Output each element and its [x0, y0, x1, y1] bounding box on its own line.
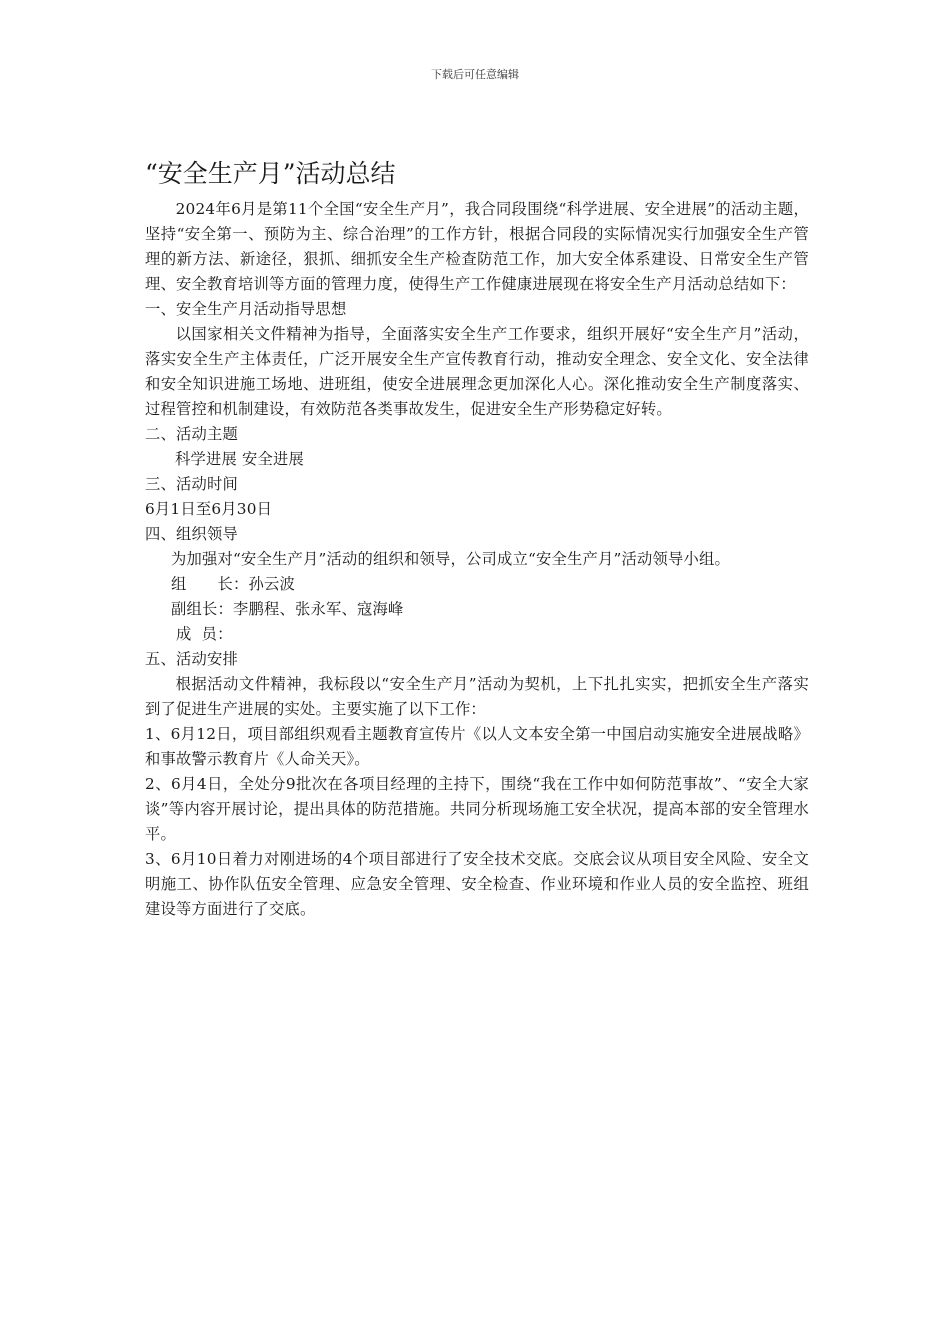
- section-2-heading: 二、活动主题: [145, 425, 238, 443]
- section-5-body: 根据活动文件精神，我标段以“安全生产月”活动为契机，上下扎扎实实，把抓安全生产落实到了促进生产进展的实处。主要实施了以下工作：: [145, 675, 809, 718]
- section-3-body: 6月1日至6月30日: [145, 500, 273, 518]
- section-4-heading: 四、组织领导: [145, 525, 238, 543]
- header-note: 下载后可任意编辑: [431, 68, 519, 81]
- section-5-heading: 五、活动安排: [145, 650, 238, 668]
- activity-item-2: 2、6月4日，全处分9批次在各项目经理的主持下，围绕“我在工作中如何防范事故”、“安全大家谈”等内容开展讨论，提出具体的防范措施。共同分析现场施工安全状况，提高本部的安全管理水平。: [145, 775, 809, 843]
- activity-item-3: 3、6月10日着力对刚进场的4个项目部进行了安全技术交底。交底会议从项目安全风险、安全文明施工、协作队伍安全管理、应急安全管理、安全检查、作业环境和作业人员的安全监控、班组建设等方面进行了交底。: [145, 850, 809, 918]
- document-body: [145, 197, 809, 922]
- section-3-heading: 三、活动时间: [145, 475, 238, 493]
- document-title: “安全生产月”活动总结: [145, 159, 396, 188]
- deputy-leaders: 副组长：李鹏程、张永军、寇海峰: [171, 600, 404, 618]
- team-members: 成 员：: [171, 625, 233, 643]
- section-2-body: 科学进展 安全进展: [175, 450, 305, 468]
- section-4-body: 为加强对“安全生产月”活动的组织和领导，公司成立“安全生产月”活动领导小组。: [171, 550, 730, 568]
- team-leader: 组 长：孙云波: [171, 575, 295, 593]
- section-1-heading: 一、安全生产月活动指导思想: [145, 300, 347, 318]
- section-1-body: 以国家相关文件精神为指导，全面落实安全生产工作要求，组织开展好“安全生产月”活动，落实安全生产主体责任，广泛开展安全生产宣传教育行动，推动安全理念、安全文化、安全法律和安全知识进施工场地、进班组，使安全进展理念更加深化人心。深化推动安全生产制度落实、过程管控和机制建设，有效防范各类事故发生，促进安全生产形势稳定好转。: [145, 325, 809, 418]
- activity-item-1: 1、6月12日，项目部组织观看主题教育宣传片《以人文本安全第一中国启动实施安全进展战略》和事故警示教育片《人命关天》。: [145, 725, 809, 768]
- intro-paragraph: 2024年6月是第11个全国“安全生产月”，我合同段围绕“科学进展、安全进展”的活动主题，坚持“安全第一、预防为主、综合治理”的工作方针，根据合同段的实际情况实行加强安全生产管理的新方法、新途径，狠抓、细抓安全生产检查防范工作，加大安全体系建设、日常安全生产管理、安全教育培训等方面的管理力度，使得生产工作健康进展现在将安全生产月活动总结如下：: [145, 200, 809, 293]
